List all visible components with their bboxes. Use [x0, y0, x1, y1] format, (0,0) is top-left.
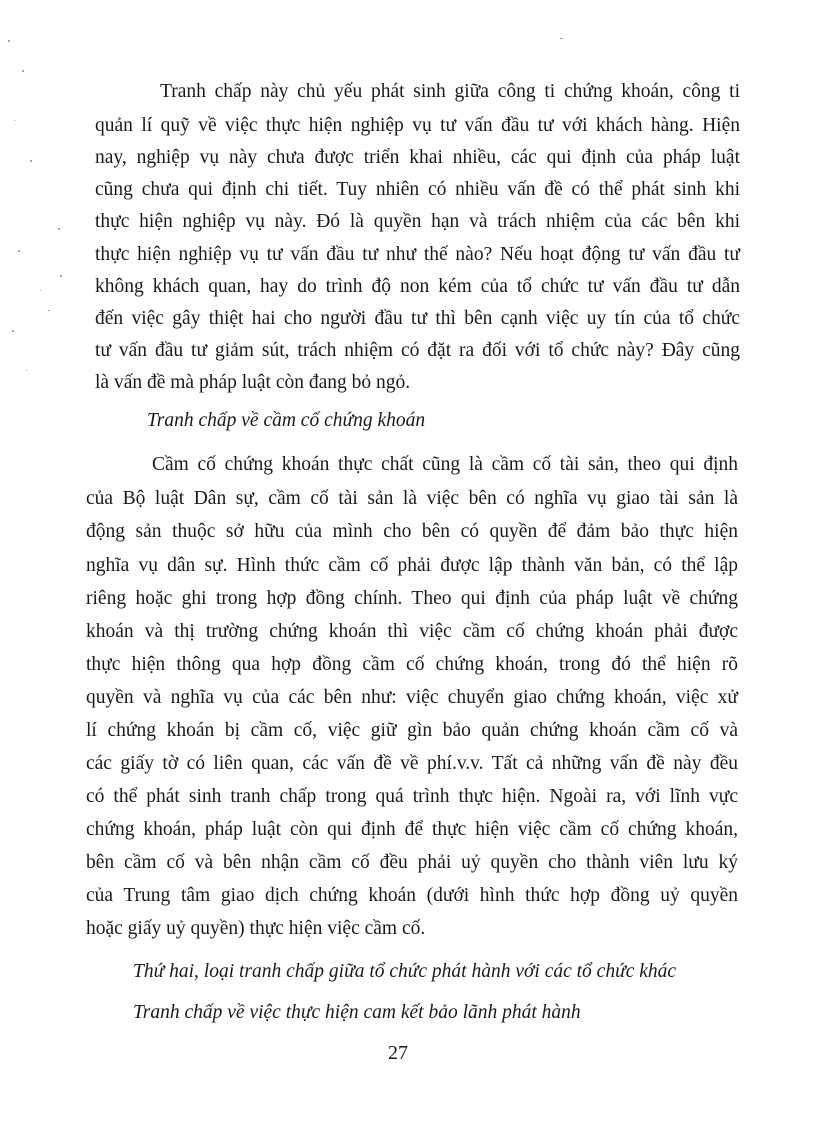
text-line: tư vấn đầu tư giảm sút, trách nhiệm có đặt ra đối với tổ chức này? Đây cũng: [95, 340, 740, 361]
text-line: bên cầm cố và bên nhận cầm cố đều phải uỷ quyền cho thành viên lưu ký: [86, 852, 738, 873]
text-line: khoán và thị trường chứng khoán thì việc cầm cố chứng khoán phải được: [86, 621, 738, 642]
text-line: Cầm cố chứng khoán thực chất cũng là cầm cố tài sản, theo qui định: [152, 454, 738, 475]
section-heading-underwriting: Tranh chấp về việc thực hiện cam kết bảo lãnh phát hành: [133, 1002, 581, 1023]
text-line: các giấy tờ có liên quan, các vấn đề về phí.v.v. Tất cả những vấn đề này đều: [86, 753, 738, 774]
text-line: không khách quan, hay do trình độ non kém của tổ chức tư vấn đầu tư dẫn: [95, 276, 740, 297]
text-line: đến việc gây thiệt hai cho người đầu tư thì bên cạnh việc uy tín của tổ chức: [95, 308, 740, 329]
text-line: nghĩa vụ dân sự. Hình thức cầm cố phải được lập thành văn bản, có thể lập: [86, 555, 738, 576]
text-line: chứng khoán, pháp luật còn qui định để thực hiện việc cầm cố chứng khoán,: [86, 819, 738, 840]
text-line: thực hiện nghiệp vụ tư vấn đầu tư như thế nào? Nếu hoạt động tư vấn đầu tư: [95, 244, 740, 265]
text-line: cũng chưa qui định chi tiết. Tuy nhiên có nhiều vấn đề có thể phát sinh khi: [95, 179, 740, 200]
text-line: nay, nghiệp vụ này chưa được triển khai nhiều, các qui định của pháp luật: [95, 147, 740, 168]
text-line: Tranh chấp này chủ yếu phát sinh giữa công ti chứng khoán, công ti: [160, 81, 740, 102]
section-heading-second-type: Thứ hai, loại tranh chấp giữa tổ chức phát hành với các tổ chức khác: [133, 961, 677, 982]
page-number: 27: [388, 1042, 408, 1064]
section-heading-pledge: Tranh chấp về cầm cố chứng khoán: [147, 410, 426, 431]
text-line: là vấn đề mà pháp luật còn đang bỏ ngỏ.: [95, 372, 411, 393]
text-line: riêng hoặc ghi trong hợp đồng chính. Theo qui định của pháp luật về chứng: [86, 588, 738, 609]
text-line: của Bộ luật Dân sự, cầm cố tài sản là việc bên có nghĩa vụ giao tài sản là: [86, 488, 738, 509]
text-line: thực hiện nghiệp vụ này. Đó là quyền hạn và trách nhiệm của các bên khi: [95, 211, 740, 232]
text-line: quản lí quỹ về việc thực hiện nghiệp vụ tư vấn đầu tư với khách hàng. Hiện: [95, 115, 740, 136]
text-line: quyền và nghĩa vụ của các bên như: việc chuyển giao chứng khoán, việc xử: [86, 687, 738, 708]
text-line: lí chứng khoán bị cầm cố, việc giữ gìn bảo quản chứng khoán cầm cố và: [86, 720, 738, 741]
text-line: của Trung tâm giao dịch chứng khoán (dưới hình thức hợp đồng uỷ quyền: [86, 885, 738, 906]
text-line: động sản thuộc sở hữu của mình cho bên có quyền để đảm bảo thực hiện: [86, 521, 738, 542]
text-line: thực hiện thông qua hợp đồng cầm cố chứng khoán, trong đó thể hiện rõ: [86, 654, 738, 675]
text-line: hoặc giấy uỷ quyền) thực hiện việc cầm cố.: [86, 918, 426, 939]
text-line: có thể phát sinh tranh chấp trong quá trình thực hiện. Ngoài ra, với lĩnh vực: [86, 786, 738, 807]
